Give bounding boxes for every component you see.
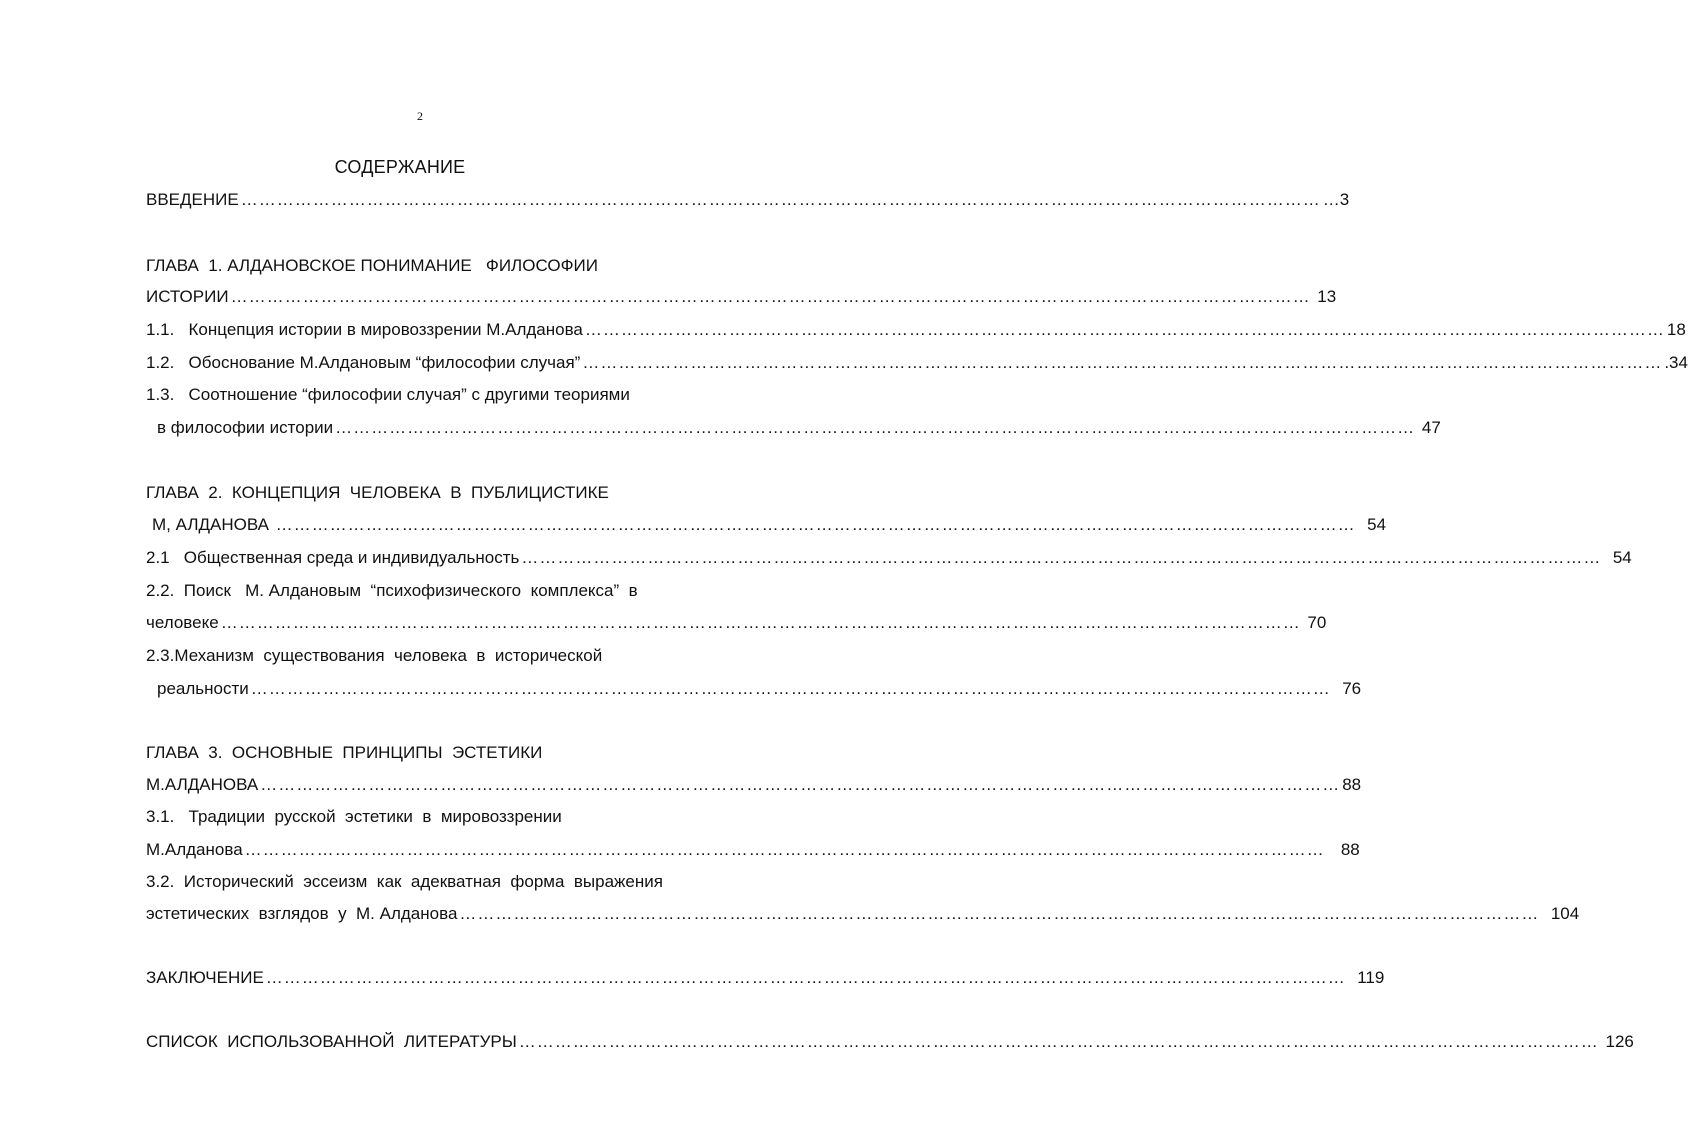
toc-entry-conclusion bbox=[146, 967, 1385, 989]
toc-entry-section-3-2 bbox=[146, 903, 1580, 925]
dot-leader: ……………………………………………………………………………………………………………………………………………………………… bbox=[518, 1032, 1599, 1051]
toc-entry-page: 88 bbox=[1326, 840, 1360, 859]
toc-entry-label: М, АЛДАНОВА bbox=[152, 515, 274, 534]
toc-entry-section-2-1 bbox=[146, 547, 1632, 569]
toc-entry-page: 88 bbox=[1342, 775, 1362, 794]
toc-entry-page: 54 bbox=[1603, 548, 1632, 567]
toc-entry-introduction bbox=[146, 189, 1350, 211]
dot-leader: ……………………………………………………………………………………………………………………………………………………………… bbox=[459, 904, 1540, 923]
toc-entry-label: ЗАКЛЮЧЕНИЕ bbox=[146, 968, 264, 987]
chapter-2-title: ГЛАВА 2. КОНЦЕПЦИЯ ЧЕЛОВЕКА В ПУБЛИЦИСТИКЕ bbox=[146, 483, 609, 502]
toc-entry-section-2-2-title: 2.2. Поиск М. Алдановым “психофизического комплекса” в bbox=[146, 581, 638, 600]
chapter-1-title: ГЛАВА 1. АЛДАНОВСКОЕ ПОНИМАНИЕ ФИЛОСОФИИ bbox=[146, 256, 598, 275]
toc-entry-section-1-3-title: 1.3. Соотношение “философии случая” с другими теориями bbox=[146, 385, 630, 404]
toc-entry-chapter-3 bbox=[146, 774, 1362, 796]
dot-leader: ……………………………………………………………………………………………………………………………………………………………… bbox=[220, 613, 1301, 632]
toc-entry-label: 2.1 Общественная среда и индивидуальность bbox=[146, 548, 520, 567]
toc-entry-page: 126 bbox=[1600, 1032, 1634, 1051]
toc-entry-section-2-2 bbox=[146, 612, 1327, 634]
toc-entry-page: 119 bbox=[1347, 968, 1385, 987]
toc-entry-section-3-1-title: 3.1. Традиции русской эстетики в мировоззрении bbox=[146, 807, 562, 826]
dot-leader: ……………………………………………………………………………………………………………………………………………………………… bbox=[260, 775, 1341, 794]
toc-entry-label: М.АЛДАНОВА bbox=[146, 775, 259, 794]
toc-entry-page: …3 bbox=[1322, 190, 1350, 209]
toc-entry-section-1-2 bbox=[146, 352, 1688, 374]
toc-entry-label: 1.2. Обоснование М.Алдановым “философии случая” bbox=[146, 353, 581, 372]
toc-entry-label: СПИСОК ИСПОЛЬЗОВАННОЙ ЛИТЕРАТУРЫ bbox=[146, 1032, 517, 1051]
toc-entry-label: М.Алданова bbox=[146, 840, 243, 859]
dot-leader: ……………………………………………………………………………………………………………………………………………………………… bbox=[275, 515, 1356, 534]
toc-entry-section-1-1 bbox=[146, 319, 1686, 341]
toc-entry-chapter-1 bbox=[146, 286, 1337, 308]
toc-entry-section-1-3 bbox=[157, 417, 1441, 439]
dot-leader: ……………………………………………………………………………………………………………………………………………………………… bbox=[250, 679, 1331, 698]
dot-leader: ……………………………………………………………………………………………………………………………………………………………… bbox=[244, 840, 1325, 859]
dot-leader: ……………………………………………………………………………………………………………………………………………………………… bbox=[584, 320, 1665, 339]
toc-entry-page: .34 bbox=[1664, 353, 1688, 372]
toc-entry-label: в философии истории bbox=[157, 418, 334, 437]
dot-leader: ……………………………………………………………………………………………………………………………………………………………… bbox=[230, 287, 1311, 306]
toc-entry-section-3-1 bbox=[146, 839, 1360, 861]
toc-entry-label: человеке bbox=[146, 613, 219, 632]
toc-entry-page: 13 bbox=[1312, 287, 1337, 306]
toc-entry-label: ИСТОРИИ bbox=[146, 287, 229, 306]
toc-entry-page: 70 bbox=[1302, 613, 1327, 632]
toc-entry-section-3-2-title: 3.2. Исторический эссеизм как адекватная форма выражения bbox=[146, 872, 663, 891]
chapter-3-title: ГЛАВА 3. ОСНОВНЫЕ ПРИНЦИПЫ ЭСТЕТИКИ bbox=[146, 743, 543, 762]
toc-heading: СОДЕРЖАНИЕ bbox=[334, 157, 466, 177]
toc-entry-section-2-3-title: 2.3.Механизм существования человека в исторической bbox=[146, 646, 603, 665]
dot-leader: ……………………………………………………………………………………………………………………………………………………………… bbox=[521, 548, 1602, 567]
toc-entry-bibliography bbox=[146, 1031, 1634, 1053]
toc-entry-section-2-3 bbox=[157, 678, 1362, 700]
toc-entry-page: 54 bbox=[1357, 515, 1387, 534]
toc-entry-label: реальности bbox=[157, 679, 249, 698]
dot-leader: ……………………………………………………………………………………………………………………………………………………………… bbox=[582, 353, 1663, 372]
dot-leader: ……………………………………………………………………………………………………………………………………………………………… bbox=[265, 968, 1346, 987]
toc-entry-page: 47 bbox=[1417, 418, 1441, 437]
dot-leader: ……………………………………………………………………………………………………………………………………………………………… bbox=[240, 190, 1321, 209]
toc-entry-chapter-2 bbox=[152, 514, 1387, 536]
toc-entry-label: 1.1. Концепция истории в мировоззрении М.Алданова bbox=[146, 320, 583, 339]
toc-entry-page: 76 bbox=[1332, 679, 1362, 698]
toc-entry-page: 18 bbox=[1666, 320, 1686, 339]
page-number: 2 bbox=[417, 109, 423, 123]
toc-entry-page: 104 bbox=[1541, 904, 1580, 923]
toc-entry-label: эстетических взглядов у М. Алданова bbox=[146, 904, 458, 923]
toc-entry-label: ВВЕДЕНИЕ bbox=[146, 190, 239, 209]
dot-leader: ……………………………………………………………………………………………………………………………………………………………… bbox=[335, 418, 1416, 437]
